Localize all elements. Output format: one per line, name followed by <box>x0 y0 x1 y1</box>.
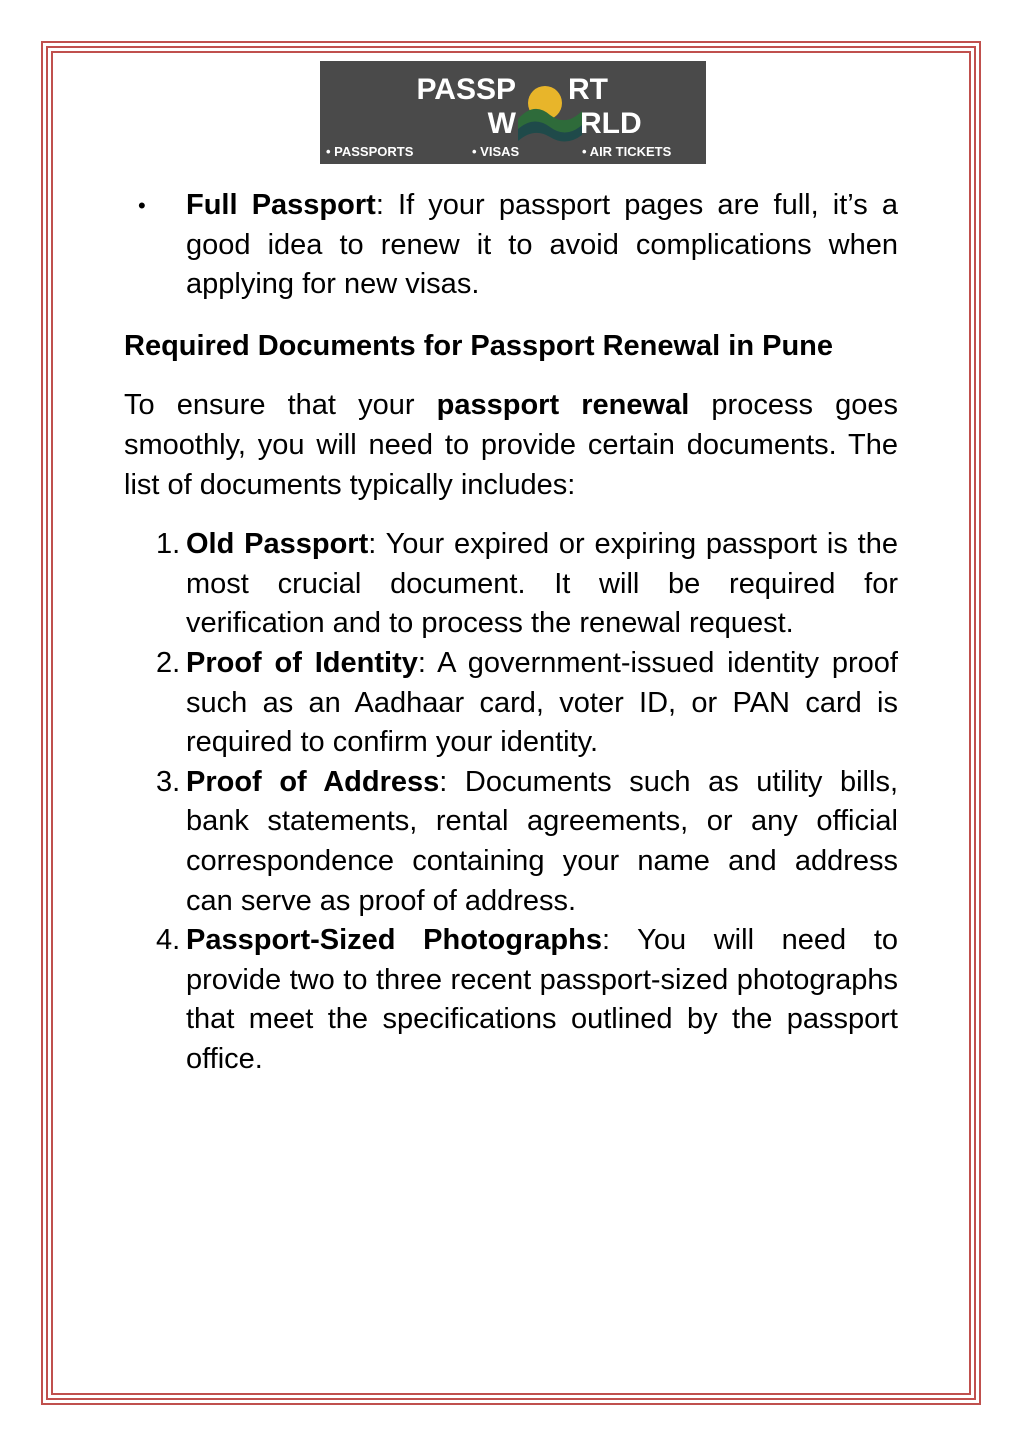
list-item <box>124 644 898 763</box>
list-item-text: : You will need to provide two to three recent passport-sized photographs that meet the specifications outlined by the passport office. <box>186 924 899 1075</box>
logo-word-world-right: RLD <box>580 107 642 140</box>
intro-paragraph <box>124 386 898 505</box>
documents-list <box>124 525 898 1079</box>
list-item-text: : Your expired or expiring passport is the most crucial document. It will be required for verification and to process the renewal request. <box>186 528 898 640</box>
logo-tagline-visas: • VISAS <box>472 144 520 159</box>
logo-tagline-air-tickets: • AIR TICKETS <box>582 144 672 159</box>
bullet-term: Full Passport <box>186 189 376 221</box>
list-item <box>124 525 898 644</box>
intro-text-before: To ensure that your <box>124 389 437 422</box>
list-item-number: 4. <box>156 924 181 957</box>
list-item <box>124 763 898 921</box>
logo-word-passport-right: RT <box>568 73 608 106</box>
list-item-term: Proof of Identity <box>186 646 418 679</box>
list-item <box>124 921 898 1079</box>
logo-word-world-left: W <box>487 107 516 140</box>
list-item-term: Old Passport <box>186 528 369 561</box>
list-item-number: 2. <box>156 646 181 679</box>
list-item-number: 3. <box>156 765 181 798</box>
document-body <box>124 186 898 1079</box>
list-item-text: : A government-issued identity proof such as an Aadhaar card, voter ID, or PAN card is required to confirm your identity. <box>186 646 898 759</box>
list-item-text: : Documents such as utility bills, bank statements, rental agreements, or any official correspondence containing your name and address can serve as proof of address. <box>186 765 898 917</box>
list-item-term: Passport-Sized Photographs <box>186 924 602 957</box>
intro-text-after: process goes smoothly, you will need to provide certain documents. The list of documents typically includes: <box>124 389 898 501</box>
list-item-term: Proof of Address <box>186 765 440 798</box>
bullet-text: : If your passport pages are full, it’s a good idea to renew it to avoid complications when applying for new visas. <box>186 189 899 301</box>
logo-word-passport-left: PASSP <box>416 73 516 106</box>
passport-world-logo <box>320 61 706 164</box>
logo-tagline-passports: • PASSPORTS <box>326 144 414 159</box>
intro-bold-term: passport renewal <box>436 389 690 422</box>
bullet-item-full-passport <box>124 186 898 305</box>
section-heading: Required Documents for Passport Renewal in Pune <box>124 329 834 362</box>
list-item-number: 1. <box>156 528 181 561</box>
bullet-dot-icon: • <box>138 193 146 218</box>
